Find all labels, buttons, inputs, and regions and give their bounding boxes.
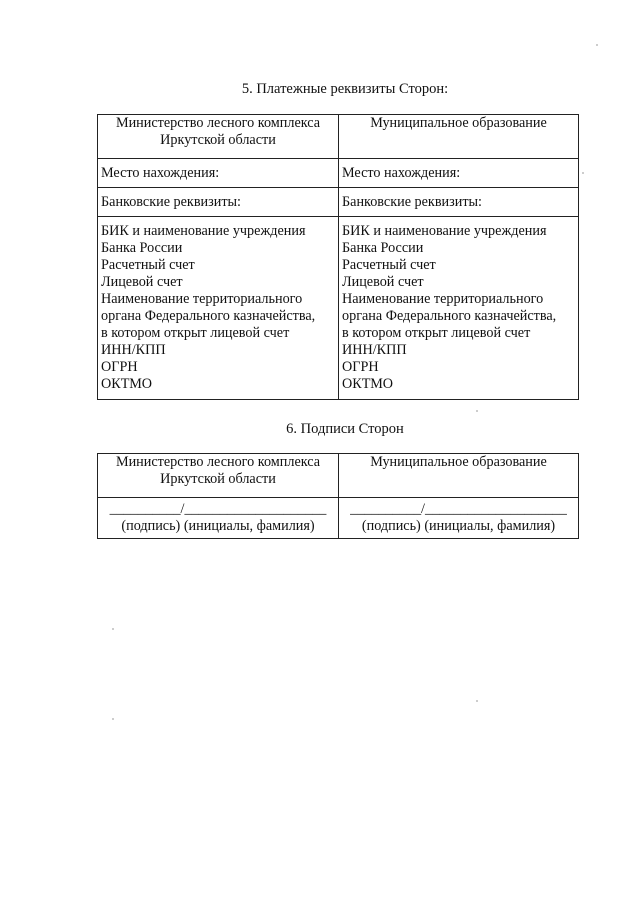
table-row — [98, 159, 579, 188]
scan-speck — [476, 700, 478, 702]
payment-details-table — [97, 114, 579, 400]
detail-line: Лицевой счет — [342, 274, 424, 290]
detail-line: Банка России — [342, 240, 424, 256]
location-label-municipality: Место нахождения: — [339, 159, 579, 188]
detail-line: ОКТМО — [342, 376, 394, 392]
bank-label-municipality: Банковские реквизиты: — [339, 188, 579, 217]
section-5-title: 5. Платежные реквизиты Сторон: — [241, 81, 449, 97]
detail-line: органа Федерального казначейства, — [342, 308, 557, 324]
detail-line: Наименование территориального — [101, 291, 303, 307]
scan-speck — [596, 44, 598, 46]
detail-line: ОГРН — [101, 359, 138, 375]
signatures-table — [97, 453, 579, 539]
signature-caption: (подпись) (инициалы, фамилия) — [361, 518, 556, 534]
detail-line: Расчетный счет — [342, 257, 436, 273]
detail-line: БИК и наименование учреждения — [342, 223, 547, 239]
signature-caption: (подпись) (инициалы, фамилия) — [121, 518, 315, 534]
bank-details-municipality — [339, 217, 579, 400]
party-header-ministry — [98, 115, 339, 159]
scan-speck — [476, 410, 478, 412]
detail-line: ИНН/КПП — [342, 342, 407, 358]
detail-line: ОКТМО — [101, 376, 153, 392]
table-row — [98, 115, 579, 159]
header-line: Иркутской области — [160, 132, 276, 148]
signature-cell-municipality — [339, 498, 579, 539]
bank-label-ministry: Банковские реквизиты: — [98, 188, 339, 217]
table-row — [98, 454, 579, 498]
table-row — [98, 217, 579, 400]
scan-speck — [112, 628, 114, 630]
header-line: Иркутской области — [160, 471, 276, 487]
header-line: Муниципальное образование — [370, 454, 547, 470]
scan-speck — [582, 172, 584, 174]
party-header-municipality — [339, 115, 579, 159]
scan-speck — [112, 718, 114, 720]
header-line: Министерство лесного комплекса — [115, 454, 321, 470]
detail-line: Лицевой счет — [101, 274, 183, 290]
table-row — [98, 188, 579, 217]
signature-line: __________/____________________ — [109, 501, 327, 517]
party-header-municipality — [339, 454, 579, 498]
detail-line: органа Федерального казначейства, — [101, 308, 316, 324]
header-line: Министерство лесного комплекса — [115, 115, 321, 131]
detail-line: БИК и наименование учреждения — [101, 223, 306, 239]
detail-line: Расчетный счет — [101, 257, 195, 273]
detail-line: Банка России — [101, 240, 183, 256]
table-row — [98, 498, 579, 539]
location-label-ministry: Место нахождения: — [98, 159, 339, 188]
signature-cell-ministry — [98, 498, 339, 539]
header-line: Муниципальное образование — [370, 115, 547, 131]
party-header-ministry — [98, 454, 339, 498]
detail-line: ОГРН — [342, 359, 379, 375]
detail-line: в котором открыт лицевой счет — [342, 325, 531, 341]
bank-details-ministry — [98, 217, 339, 400]
detail-line: ИНН/КПП — [101, 342, 166, 358]
section-6-title: 6. Подписи Сторон — [286, 421, 404, 437]
detail-line: Наименование территориального — [342, 291, 544, 307]
signature-line: __________/____________________ — [350, 501, 567, 517]
detail-line: в котором открыт лицевой счет — [101, 325, 290, 341]
